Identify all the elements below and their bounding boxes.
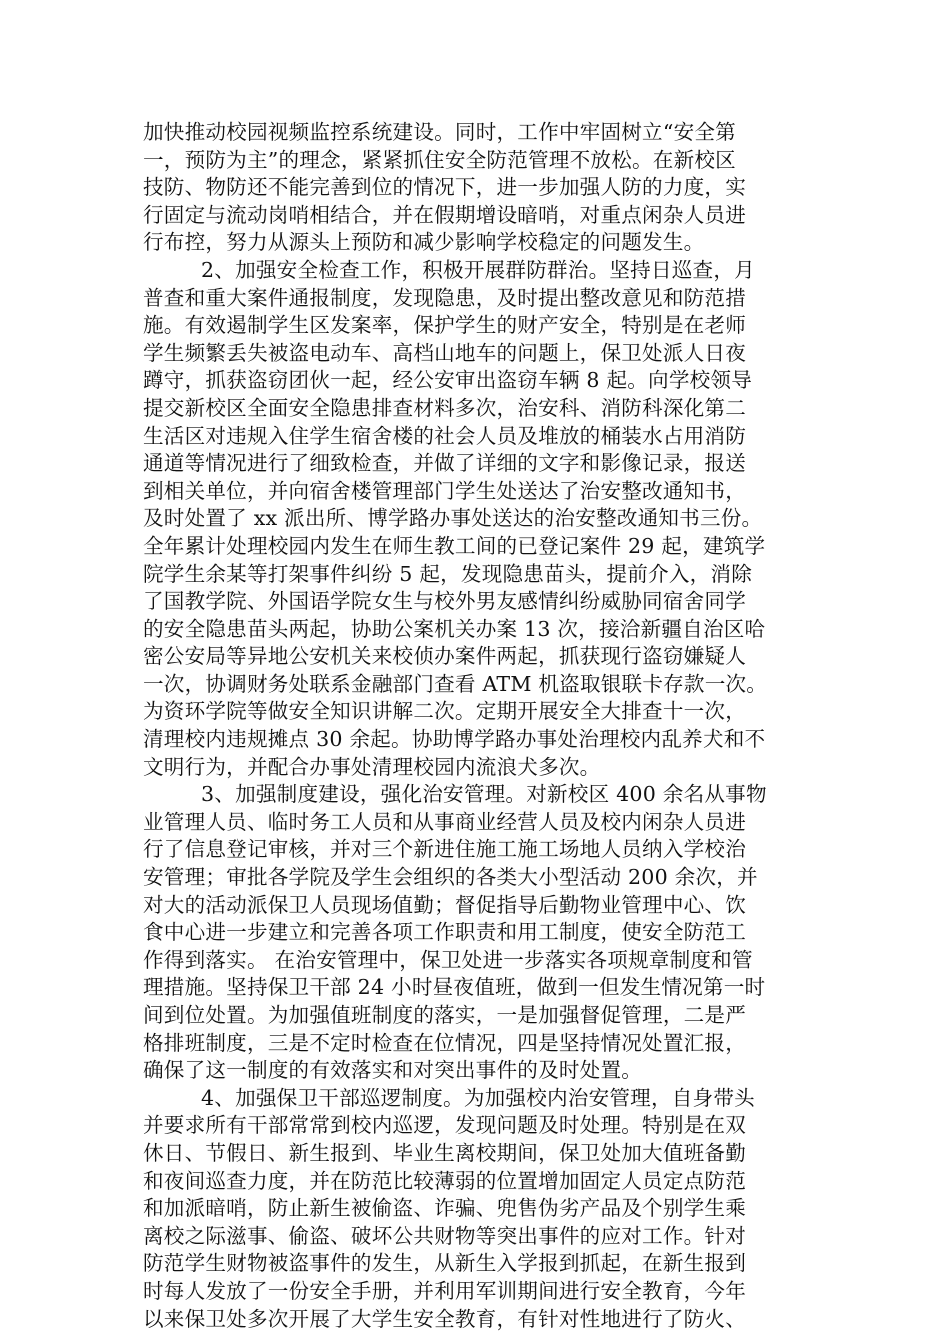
text-line: 提交新校区全面安全隐患排查材料多次，治安科、消防科深化第二 — [143, 395, 747, 420]
text-line: 加快推动校园视频监控系统建设。同时，工作中牢固树立“安全第 — [143, 120, 736, 144]
text-line: 施。有效遏制学生区发案率，保护学生的财产安全，特别是在老师 — [143, 313, 747, 338]
text-line: 以来保卫处多次开展了大学生安全教育，有针对性地进行了防火、 — [143, 1306, 747, 1331]
text-line: 时每人发放了一份安全手册，并利用军训期间进行安全教育，今年 — [143, 1278, 747, 1303]
text-line: 和夜间巡查力度，并在防范比较薄弱的位置增加固定人员定点防范 — [143, 1168, 747, 1193]
text-line: 为资环学院等做安全知识讲解二次。定期开展安全大排查十一次， — [143, 699, 747, 724]
text-line: 并要求所有干部常常到校内巡逻，发现问题及时处理。特别是在双 — [143, 1113, 747, 1138]
text-line: 间到位处置。为加强值班制度的落实，一是加强督促管理，二是严 — [143, 1003, 747, 1027]
text-line: 食中心进一步建立和完善各项工作职责和用工制度，使安全防范工 — [143, 920, 747, 945]
text-line: 密公安局等异地公安机关来校侦办案件两起，抓获现行盗窃嫌疑人 — [143, 644, 747, 669]
text-line: 和加派暗哨，防止新生被偷盗、诈骗、兜售伪劣产品及个别学生乘 — [143, 1196, 747, 1221]
text-line: 一，预防为主”的理念，紧紧抓住安全防范管理不放松。在新校区 — [143, 147, 736, 172]
text-line: 行固定与流动岗哨相结合，并在假期增设暗哨，对重点闲杂人员进 — [143, 202, 747, 227]
text-line: 的安全隐患苗头两起，协助公案机关办案 13 次，接洽新疆自治区哈 — [143, 616, 766, 641]
document-body — [143, 119, 815, 1333]
text-line: 通道等情况进行了细致检查，并做了详细的文字和影像记录，报送 — [143, 451, 747, 476]
text-line: 生活区对违规入住学生宿舍楼的社会人员及堆放的桶装水占用消防 — [143, 423, 747, 448]
text-line: 对大的活动派保卫人员现场值勤；督促指导后勤物业管理中心、饮 — [143, 892, 747, 917]
text-line: 院学生余某等打架事件纠纷 5 起，发现隐患苗头，提前介入，消除 — [143, 561, 753, 586]
text-line: 作得到落实。 在治安管理中，保卫处进一步落实各项规章制度和管 — [143, 947, 753, 972]
text-line: 确保了这一制度的有效落实和对突出事件的及时处置。 — [143, 1058, 643, 1083]
paragraph-start-line: 3、加强制度建设，强化治安管理。对新校区 400 余名从事物 — [201, 782, 767, 807]
text-line: 清理校内违规摊点 30 余起。协助博学路办事处治理校内乱养犬和不 — [143, 727, 766, 752]
text-line: 学生频繁丢失被盗电动车、高档山地车的问题上，保卫处派人日夜 — [143, 340, 747, 365]
text-line: 业管理人员、临时务工人员和从事商业经营人员及校内闲杂人员进 — [143, 809, 747, 834]
text-line: 一次，协调财务处联系金融部门查看 ATM 机盗取银联卡存款一次。 — [143, 671, 768, 696]
text-line: 技防、物防还不能完善到位的情况下，进一步加强人防的力度，实 — [143, 175, 747, 200]
text-line: 到相关单位，并向宿舍楼管理部门学生处送达了治安整改通知书， — [143, 478, 747, 503]
text-line: 普查和重大案件通报制度，发现隐患，及时提出整改意见和防范措 — [143, 285, 747, 310]
text-line: 安管理；审批各学院及学生会组织的各类大小型活动 200 余次，并 — [143, 865, 758, 890]
paragraph-start-line: 4、加强保卫干部巡逻制度。为加强校内治安管理，自身带头 — [201, 1085, 755, 1110]
text-line: 文明行为，并配合办事处清理校园内流浪犬多次。 — [143, 754, 601, 779]
text-line: 离校之际滋事、偷盗、破坏公共财物等突出事件的应对工作。针对 — [143, 1223, 747, 1248]
text-line: 防范学生财物被盗事件的发生，从新生入学报到抓起，在新生报到 — [143, 1251, 747, 1276]
text-line: 了国教学院、外国语学院女生与校外男友感情纠纷威胁同宿舍同学 — [143, 589, 747, 614]
paragraph-start-line: 2、加强安全检查工作，积极开展群防群治。坚持日巡查，月 — [201, 257, 755, 282]
text-line: 理措施。坚持保卫干部 24 小时昼夜值班，做到一但发生情况第一时 — [143, 975, 766, 1000]
text-line: 行了信息登记审核，并对三个新进住施工施工场地人员纳入学校治 — [143, 837, 747, 862]
text-line: 行布控，努力从源头上预防和减少影响学校稳定的问题发生。 — [143, 230, 705, 255]
text-line: 休日、节假日、新生报到、毕业生离校期间，保卫处加大值班备勤 — [143, 1140, 747, 1165]
text-line: 蹲守，抓获盗窃团伙一起，经公安审出盗窃车辆 8 起。向学校领导 — [143, 368, 753, 393]
text-line: 全年累计处理校园内发生在师生教工间的已登记案件 29 起，建筑学 — [143, 533, 766, 558]
text-line: 及时处置了 xx 派出所、博学路办事处送达的治安整改通知书三份。 — [143, 506, 763, 531]
text-line: 格排班制度，三是不定时检查在位情况，四是坚持情况处置汇报， — [143, 1030, 747, 1055]
